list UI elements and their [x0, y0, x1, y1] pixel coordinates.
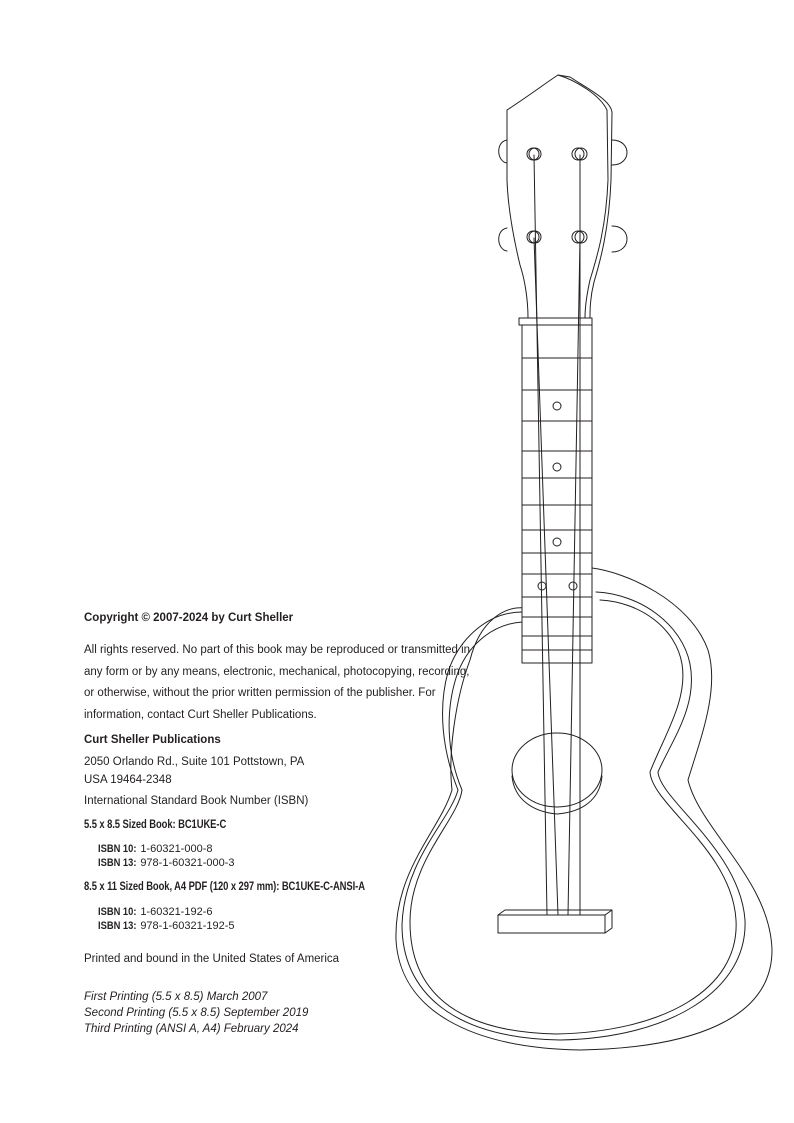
- isbn-13-label: ISBN 13:: [98, 856, 137, 869]
- address-line: USA 19464-2348: [84, 774, 172, 786]
- printed-in-notice: Printed and bound in the United States of America: [84, 953, 340, 965]
- isbn-10-label: ISBN 10:: [98, 906, 137, 918]
- copyright-notice: Copyright © 2007-2024 by Curt Sheller: [84, 612, 294, 624]
- nut: [519, 318, 592, 325]
- publisher-address: [84, 753, 304, 789]
- rights-line: or otherwise, without the prior written permission of the publisher. For: [84, 687, 436, 700]
- isbn-10-line: [98, 906, 235, 920]
- rights-paragraph: [84, 640, 470, 727]
- printing-history: [84, 989, 308, 1037]
- isbn-13-line: [98, 857, 235, 871]
- soundhole: [512, 733, 602, 807]
- isbn-10-value: 1-60321-192-6: [140, 906, 213, 918]
- edition-title: 8.5 x 11 Sized Book, A4 PDF (120 x 297 mm): BC1UKE-C-ANSI-A: [84, 881, 365, 893]
- publisher-name: Curt Sheller Publications: [84, 734, 221, 746]
- isbn-block: [98, 906, 235, 933]
- soundhole-rim: [512, 776, 602, 814]
- bridge: [498, 915, 605, 933]
- bridge-top: [498, 910, 612, 933]
- printing-entry: Second Printing (5.5 x 8.5) September 2019: [84, 1007, 309, 1019]
- isbn-13-label: ISBN 13:: [98, 919, 137, 932]
- rights-line: information, contact Curt Sheller Publications.: [84, 709, 317, 722]
- rights-line: any form or by any means, electronic, mechanical, photocopying, recording,: [84, 665, 470, 678]
- isbn-13-value: 978-1-60321-192-5: [140, 919, 235, 932]
- headstock: [507, 75, 608, 318]
- isbn-block: [98, 843, 235, 870]
- fretboard: [522, 325, 592, 663]
- isbn-10-value: 1-60321-000-8: [140, 843, 213, 855]
- printing-entry: Third Printing (ANSI A, A4) February 2024: [84, 1023, 299, 1035]
- headstock-edge: [558, 75, 612, 318]
- isbn-10-line: [98, 843, 235, 857]
- edition-title: 5.5 x 8.5 Sized Book: BC1UKE-C: [84, 819, 227, 831]
- isbn-intro: International Standard Book Number (ISBN): [84, 795, 309, 807]
- rights-line: All rights reserved. No part of this book may be reproduced or transmitted in: [84, 644, 471, 656]
- isbn-13-line: [98, 920, 235, 934]
- isbn-13-value: 978-1-60321-000-3: [140, 856, 235, 869]
- printing-entry: First Printing (5.5 x 8.5) March 2007: [84, 991, 268, 1003]
- isbn-10-label: ISBN 10:: [98, 843, 137, 855]
- address-line: 2050 Orlando Rd., Suite 101 Pottstown, PA: [84, 756, 305, 768]
